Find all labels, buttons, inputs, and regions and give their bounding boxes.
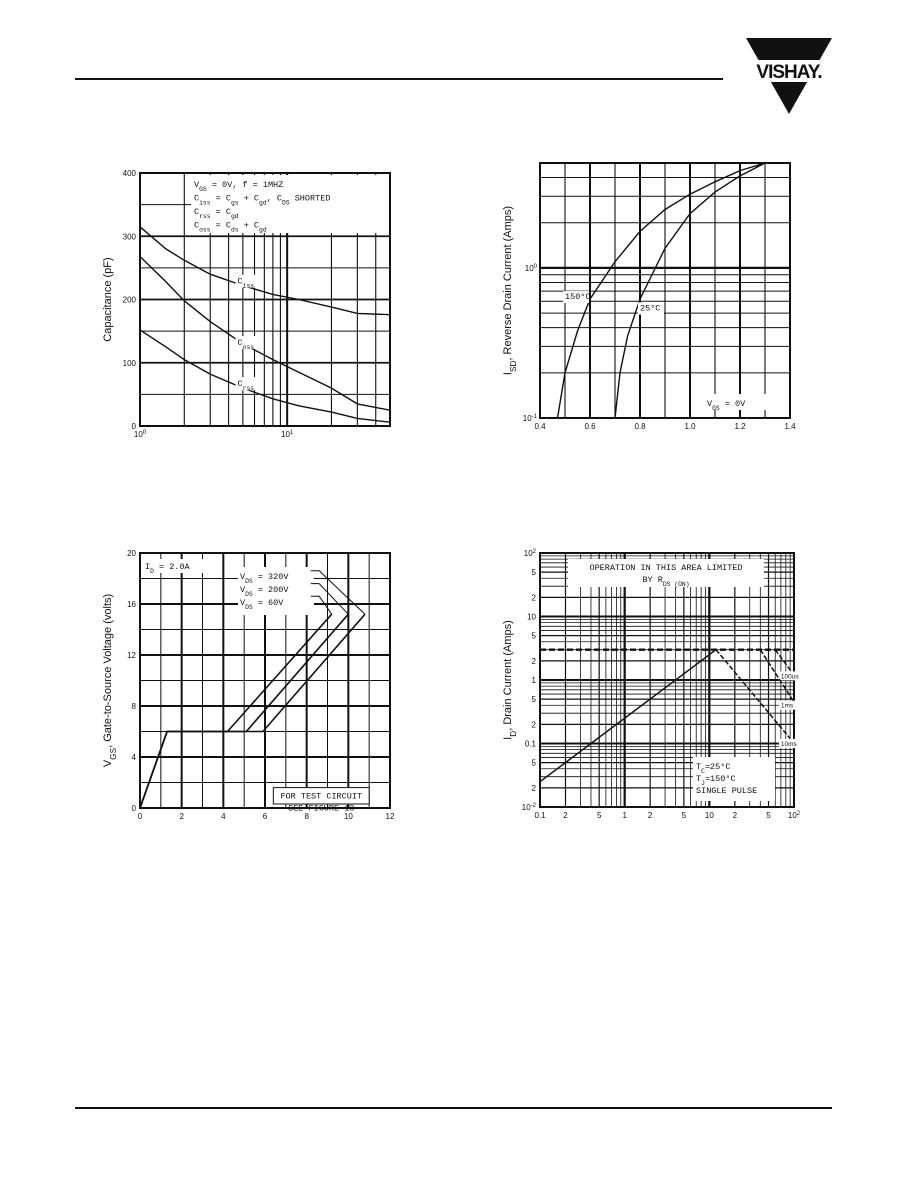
x-tick-label: 2 — [732, 811, 738, 820]
y-tick-label: 2 — [531, 720, 536, 730]
leader-line — [311, 584, 349, 615]
reverse-drain-current-chart — [495, 155, 805, 440]
x-tick-label: 10 — [704, 811, 714, 820]
leader-line — [311, 571, 365, 614]
y-tick-label: 16 — [127, 600, 136, 609]
y-tick-label: 5 — [531, 758, 536, 768]
y-axis-label: $I_D$, Drain Current (Amps) — [502, 620, 518, 740]
series-line-coss — [140, 257, 390, 411]
x-tick-label: 6 — [262, 812, 268, 821]
y-tick-label: 20 — [127, 549, 136, 558]
footer-rule — [75, 1107, 832, 1109]
x-tick-label: 4 — [221, 812, 226, 821]
x-tick-label: 0.6 — [584, 422, 596, 431]
x-tick-label: 5 — [681, 811, 687, 820]
vishay-logo — [742, 38, 836, 116]
pulse-label: 10ms — [780, 740, 797, 748]
x-tick-label: 0.4 — [534, 422, 546, 431]
y-tick-label: 0 — [131, 422, 136, 431]
capacitance-chart — [95, 165, 405, 450]
legend-entry: $V_{GS} = 0V$, f = 1MHZ — [194, 180, 284, 193]
vgs-annotation: $V_{GS} = 0V$ — [707, 399, 746, 412]
x-tick-label: 2 — [563, 811, 568, 820]
y-tick-label: 100 — [122, 358, 136, 368]
x-tick-label: 2 — [647, 811, 653, 820]
y-tick-label: 0 — [131, 804, 136, 813]
y-tick-label: 1 — [531, 676, 536, 685]
area-title: BY $R_{DS (ON)}$ — [642, 575, 690, 588]
x-tick-label: 0.8 — [634, 422, 646, 431]
x-tick-label: 1.0 — [684, 422, 696, 431]
series-line-crss — [140, 330, 390, 422]
y-axis-label: $V_{GS}$, Gate-to-Source Voltage (volts) — [102, 593, 118, 768]
y-axis-label: $I_{SD}$, Reverse Drain Current (Amps) — [502, 205, 518, 376]
pulse-label: 100us — [780, 673, 799, 681]
x-tick-label: 1 — [622, 811, 627, 820]
x-tick-label: 12 — [385, 812, 395, 821]
y-tick-label: 2 — [531, 783, 536, 793]
y-tick-label: 400 — [122, 169, 136, 178]
x-tick-label: 1.2 — [734, 422, 746, 431]
y-tick-label: 12 — [127, 651, 136, 660]
x-tick-label: 10 — [343, 812, 353, 821]
y-tick-label: 300 — [122, 232, 136, 242]
y-tick-label: $10^0$ — [524, 263, 537, 273]
y-tick-label: $10^{-2}$ — [521, 803, 536, 812]
y-tick-label: 5 — [531, 568, 536, 578]
x-tick-label: 1.4 — [784, 422, 796, 431]
header-rule — [75, 78, 723, 80]
test-condition: SINGLE PULSE — [696, 786, 758, 796]
legend-entry: $C_{iss} = C_{gs} + C_{gd}$, $C_{DS}$ SHORTED — [194, 193, 331, 206]
series-line-150c — [558, 163, 766, 418]
rds-on-limit-line — [540, 650, 716, 782]
x-tick-label: 2 — [179, 812, 184, 821]
legend-entry: $V_{DS} = 200V$ — [240, 585, 289, 598]
series-label: 25°C — [640, 303, 661, 314]
series-label-ciss: $C_{iss}$ — [237, 276, 255, 290]
series-label-coss: $C_{oss}$ — [237, 338, 255, 351]
series-label-crss: $C_{rss}$ — [237, 379, 255, 392]
series-label: 150°C — [565, 292, 591, 303]
x-tick-label: 0 — [137, 812, 143, 821]
series-line-60v — [140, 614, 332, 808]
legend-entry: $C_{oss} = C_{ds} + C_{gd}$ — [194, 220, 267, 233]
logo-text: VISHAY. — [756, 62, 822, 83]
area-title: OPERATION IN THIS AREA LIMITED — [589, 563, 743, 573]
y-axis-label: Capacitance (pF) — [102, 257, 114, 342]
y-tick-label: 2 — [531, 593, 536, 603]
x-tick-label: $10^1$ — [281, 430, 294, 439]
legend-entry: $V_{DS} = 320V$ — [240, 572, 289, 585]
x-tick-label: 0.1 — [534, 811, 546, 820]
y-tick-label: 8 — [131, 702, 136, 711]
series-line-320v — [140, 614, 365, 808]
test-condition: $T_J=150^\circ C$ — [696, 774, 736, 787]
x-tick-label: $10^0$ — [133, 430, 147, 439]
y-tick-label: $10^{-1}$ — [522, 414, 537, 423]
test-circuit-note: SEE FIGURE 13 — [288, 803, 355, 814]
y-tick-label: $10^2$ — [523, 549, 536, 558]
x-tick-label: 8 — [304, 812, 309, 821]
leader-line — [311, 596, 332, 614]
id-label: $I_D = 2.0A$ — [145, 562, 190, 575]
x-tick-label: $10^2$ — [787, 811, 801, 820]
y-tick-label: 4 — [131, 753, 136, 762]
y-tick-label: 2 — [531, 656, 536, 666]
pulse-label: 1ms — [780, 702, 794, 710]
safe-operating-area-chart — [495, 545, 815, 830]
test-condition: $T_C=25^\circ C$ — [696, 762, 731, 775]
y-tick-label: 200 — [122, 295, 136, 305]
y-tick-label: 5 — [531, 695, 536, 705]
series-line-ciss — [140, 227, 390, 315]
x-tick-label: 5 — [596, 811, 602, 820]
test-circuit-note: FOR TEST CIRCUIT — [280, 791, 363, 802]
gate-charge-chart — [95, 545, 405, 830]
y-tick-label: 10 — [527, 612, 536, 622]
x-tick-label: 5 — [766, 811, 771, 820]
pulse-line-100us — [775, 650, 794, 675]
y-tick-label: 5 — [531, 631, 536, 641]
legend-entry: $V_{DS} = 60V$ — [240, 598, 284, 611]
legend-entry: $C_{rss} = C_{gd}$ — [194, 207, 239, 220]
y-tick-label: 0.1 — [524, 739, 536, 749]
